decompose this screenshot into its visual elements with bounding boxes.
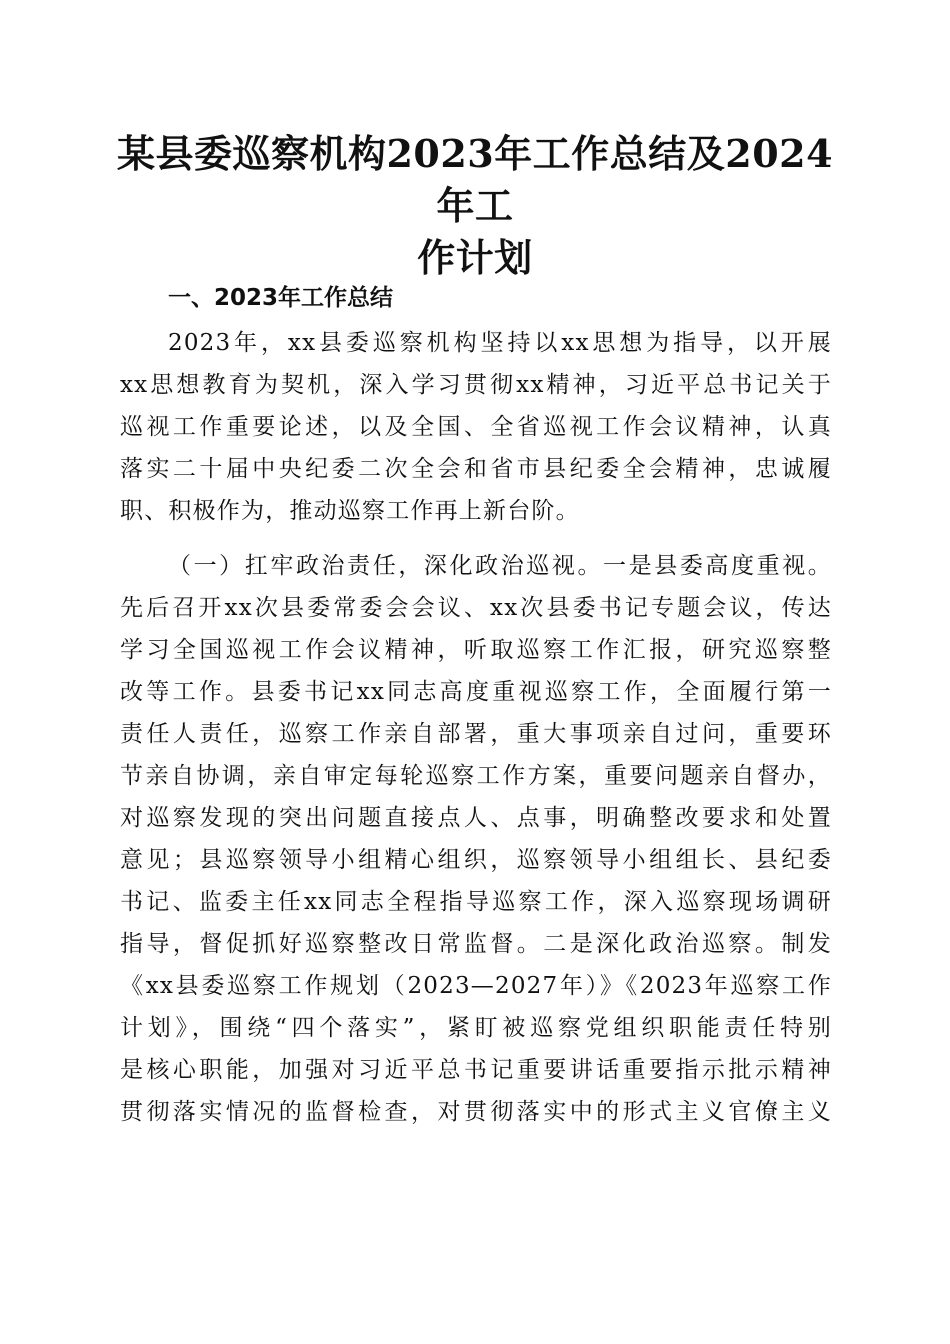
text-line: 2023年，xx县委巡察机构坚持以xx思想为指导，以开展 xyxy=(168,330,832,356)
text-line: 贯彻落实情况的监督检查，对贯彻落实中的形式主义官僚主义 xyxy=(120,1099,832,1125)
paragraph-political-responsibility xyxy=(120,545,832,1133)
text-line: 改等工作。县委书记xx同志高度重视巡察工作，全面履行第一 xyxy=(120,679,832,705)
text-line: 《xx县委巡察工作规划（2023—2027年）》《2023年巡察工作 xyxy=(120,973,832,999)
section-heading: 一、2023年工作总结 xyxy=(168,285,394,311)
document-title xyxy=(110,128,840,284)
text-line: 意见；县巡察领导小组精心组织，巡察领导小组组长、县纪委 xyxy=(120,847,832,873)
text-line: 职、积极作为，推动巡察工作再上新台阶。 xyxy=(120,498,580,524)
text-line: （一）扛牢政治责任，深化政治巡视。一是县委高度重视。 xyxy=(168,553,832,579)
text-line: 是核心职能，加强对习近平总书记重要讲话重要指示批示精神 xyxy=(120,1057,832,1083)
text-line: 学习全国巡视工作会议精神，听取巡察工作汇报，研究巡察整 xyxy=(120,637,832,663)
text-line: xx思想教育为契机，深入学习贯彻xx精神，习近平总书记关于 xyxy=(120,372,832,398)
text-line: 对巡察发现的突出问题直接点人、点事，明确整改要求和处置 xyxy=(120,805,832,831)
text-line: 责任人责任，巡察工作亲自部署，重大事项亲自过问，重要环 xyxy=(120,721,832,747)
text-line: 计划》，围绕“四个落实”，紧盯被巡察党组织职能责任特别 xyxy=(120,1015,832,1041)
text-line: 指导，督促抓好巡察整改日常监督。二是深化政治巡察。制发 xyxy=(120,931,832,957)
text-line: 先后召开xx次县委常委会会议、xx次县委书记专题会议，传达 xyxy=(120,595,832,621)
title-line: 某县委巡察机构2023年工作总结及2024年工 xyxy=(116,131,834,228)
text-line: 书记、监委主任xx同志全程指导巡察工作，深入巡察现场调研 xyxy=(120,889,832,915)
text-line: 落实二十届中央纪委二次全会和省市县纪委全会精神，忠诚履 xyxy=(120,456,832,482)
text-line: 节亲自协调，亲自审定每轮巡察工作方案，重要问题亲自督办， xyxy=(120,763,832,789)
paragraph-summary-intro xyxy=(120,322,832,532)
text-line: 巡视工作重要论述，以及全国、全省巡视工作会议精神，认真 xyxy=(120,414,832,440)
title-line: 作计划 xyxy=(417,235,533,280)
